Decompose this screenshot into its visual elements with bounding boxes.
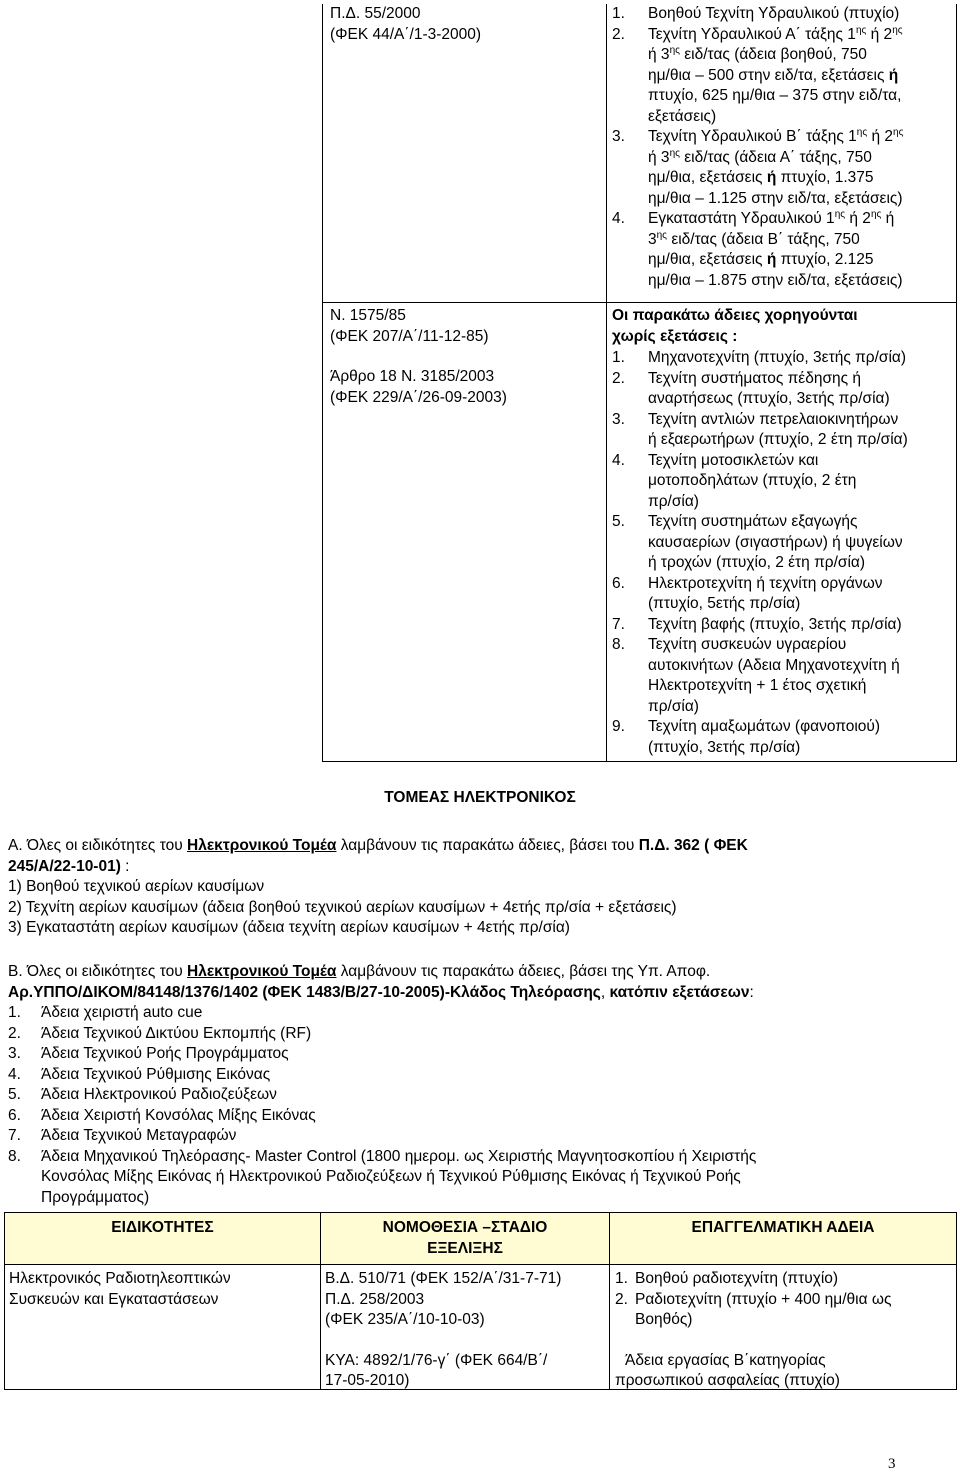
list-item: [612, 410, 952, 451]
list-text: Ραδιοτεχνίτη (πτυχίο + 400 ημ/θια ως Βοηθός): [635, 1290, 892, 1328]
no-exam-license-list: [612, 348, 952, 758]
list-number: 5.: [612, 513, 625, 530]
list-number: 6.: [8, 1106, 21, 1124]
no-exam-heading: Οι παρακάτω άδειες χορηγούνται χωρίς εξετάσεις :: [612, 307, 858, 345]
section-a-intro: Α. Όλες οι ειδικότητες του Ηλεκτρονικού Τομέα λαμβάνουν τις παρακάτω άδειες, βάσει του Π.Δ. 362 ( ΦΕΚ 245/Α/22-10-01) :: [8, 837, 748, 875]
list-number: 4.: [8, 1065, 21, 1083]
list-text: Τεχνίτη αμαξωμάτων (φανοποιού) (πτυχίο, 3ετής πρ/σία): [648, 718, 881, 756]
list-text: Ηλεκτροτεχνίτη ή τεχνίτη οργάνων (πτυχίο, 5ετής πρ/σία): [648, 574, 883, 612]
section-b: [8, 962, 953, 1208]
list-item: [612, 25, 952, 128]
header-cell-legislation: ΝΟΜΟΘΕΣΙΑ –ΣΤΑΔΙΟ ΕΞΕΛΙΞΗΣ: [321, 1213, 609, 1265]
list-item: [615, 1290, 951, 1331]
list-text: Τεχνίτη Υδραυλικού Α΄ τάξης $1^{\eta\varsigma}$ ή $2^{\eta\varsigma}$ ή $3^{\eta\varsigma}$ ειδ/τας (άδεια βοηθού, 750 ημ/θια – 500 στην ειδ/τα, εξετάσεις ή πτυχίο, 625 ημ/θια – 375 στην ειδ/τα, εξετάσεις): [648, 24, 903, 125]
law-line: (ΦΕΚ 44/Α΄/1-3-2000): [330, 25, 482, 43]
list-number: 8.: [8, 1147, 21, 1165]
law-line: (ΦΕΚ 229/Α΄/26-09-2003): [330, 388, 507, 406]
list-item: [8, 1065, 953, 1086]
list-number: 2.: [612, 369, 625, 387]
list-number: 1.: [612, 349, 625, 366]
law-line: Ν. 1575/85: [330, 307, 406, 324]
list-text: Τεχνίτη αντλιών πετρελαιοκινητήρων ή εξαερωτήρων (πτυχίο, 2 έτη πρ/σία): [648, 410, 908, 448]
list-text: Άδεια Χειριστή Κονσόλας Μίξης Εικόνας: [41, 1106, 316, 1124]
list-number: 6.: [612, 574, 625, 592]
list-number: 4.: [612, 210, 625, 227]
list-text: Άδεια Τεχνικού Μεταγραφών: [41, 1127, 237, 1144]
specialties-table: [4, 1212, 957, 1390]
page-number: 3: [888, 1456, 896, 1472]
list-item: [612, 615, 952, 636]
list-number: 8.: [612, 636, 625, 653]
list-number: 9.: [612, 718, 625, 735]
header-cell-license: ΕΠΑΓΓΕΛΜΑΤΙΚΗ ΑΔΕΙΑ: [610, 1213, 956, 1265]
table-border-left: [322, 4, 323, 762]
list-text: Άδεια χειριστή auto cue: [41, 1004, 203, 1021]
table-border-bottom: [322, 761, 957, 762]
law-line: Άρθρο 18 Ν. 3185/2003: [330, 368, 495, 385]
license-cell: 1. Βοηθού ραδιοτεχνίτη (πτυχίο) 2. Ραδιοτεχνίτη (πτυχίο + 400 ημ/θια ως Βοηθός) Άδεια εργασίας Β΄κατηγορίας προσωπικού ασφαλείας (πτυχίο): [615, 1269, 951, 1392]
specialty-cell: Ηλεκτρονικός Ραδιοτηλεοπτικών Συσκευών και Εγκαταστάσεων: [9, 1270, 231, 1308]
law-line: Π.Δ. 55/2000: [330, 5, 421, 22]
list-number: 1.: [612, 5, 625, 22]
table-border-right: [956, 4, 957, 762]
sector-link: Ηλεκτρονικού Τομέα: [187, 963, 337, 980]
list-text: Εγκαταστάτη Υδραυλικού $1^{\eta\varsigma}$ ή $2^{\eta\varsigma}$ ή $3^{\eta\varsigma}$ ειδ/τας (άδεια Β΄ τάξης, 750 ημ/θια, εξετάσεις ή πτυχίο, 2.125 ημ/θια – 1.875 στην ειδ/τα, εξετάσεις): [648, 208, 903, 289]
list-item: [612, 369, 952, 410]
section-b-list: [8, 1003, 953, 1208]
license-list: [615, 1269, 951, 1331]
legislation-cell: Β.Δ. 510/71 (ΦΕΚ 152/Α΄/31-7-71) Π.Δ. 258/2003 (ΦΕΚ 235/Α΄/10-10-03) ΚΥΑ: 4892/1/76-γ΄ (ΦΕΚ 664/Β΄/ 17-05-2010): [325, 1270, 562, 1389]
list-number: 2.: [615, 1290, 628, 1308]
list-item: 2) Τεχνίτη αερίων καυσίμων (άδεια βοηθού τεχνικού αερίων καυσίμων + 4ετής πρ/σία + εξετάσεις): [8, 898, 677, 916]
list-item: [8, 1003, 953, 1024]
section-b-intro: Β. Όλες οι ειδικότητες του Ηλεκτρονικού Τομέα λαμβάνουν τις παρακάτω άδειες, βάσει της Υπ. Αποφ. Αρ.ΥΠΠΟ/ΔΙΚΟΜ/84148/1376/1402 (ΦΕΚ 1483/Β/27-10-2005)-Κλάδος Τηλεόρασης, κατόπιν εξετάσεων:: [8, 963, 754, 1001]
list-text: Άδεια Τεχνικού Δικτύου Εκπομπής (RF): [41, 1024, 312, 1042]
list-item: [612, 209, 952, 291]
list-text: Τεχνίτη μοτοσικλετών και μοτοποδηλάτων (πτυχίο, 2 έτη πρ/σία): [648, 451, 857, 510]
list-item: [612, 348, 952, 369]
list-number: 3.: [612, 410, 625, 428]
sector-title: ΤΟΜΕΑΣ ΗΛΕΚΤΡΟΝΙΚΟΣ: [384, 789, 576, 806]
list-item: [8, 1085, 953, 1106]
list-item: [612, 512, 952, 574]
list-item: [612, 127, 952, 209]
list-item: 3) Εγκαταστάτη αερίων καυσίμων (άδεια τεχνίτη αερίων καυσίμων + 4ετής πρ/σία): [8, 919, 570, 936]
list-number: 1.: [8, 1004, 21, 1021]
sector-link: Ηλεκτρονικού Τομέα: [187, 837, 337, 854]
list-number: 1.: [615, 1270, 628, 1287]
law-reference-2: [330, 306, 620, 408]
list-item: [615, 1269, 951, 1290]
list-number: 7.: [612, 615, 625, 633]
list-text: Μηχανοτεχνίτη (πτυχίο, 3ετής πρ/σία): [648, 349, 907, 366]
list-text: Τεχνίτη βαφής (πτυχίο, 3ετής πρ/σία): [648, 615, 902, 633]
list-item: [8, 1106, 953, 1127]
upper-table: [322, 4, 957, 762]
list-text: Τεχνίτη συσκευών υγραερίου αυτοκινήτων (Αδεια Μηχανοτεχνίτη ή Ηλεκτροτεχνίτη + 1 έτος σχετική πρ/σία): [648, 636, 900, 715]
list-text: Άδεια Τεχνικού Ρύθμισης Εικόνας: [41, 1065, 271, 1083]
list-item: [612, 717, 952, 758]
list-number: 7.: [8, 1127, 21, 1144]
law-line: (ΦΕΚ 207/Α΄/11-12-85): [330, 327, 489, 345]
list-item: [612, 635, 952, 717]
section-a: [8, 836, 953, 939]
list-text: Βοηθού Τεχνίτη Υδραυλικού (πτυχίο): [648, 5, 900, 22]
plumber-license-list: [612, 4, 952, 291]
list-number: 3.: [612, 128, 625, 145]
list-number: 3.: [8, 1045, 21, 1062]
list-item: [8, 1147, 953, 1209]
list-text: Τεχνίτη συστημάτων εξαγωγής καυσαερίων (σιγαστήρων) ή ψυγείων ή τροχών (πτυχίο, 2 έτη πρ/σία): [648, 513, 903, 571]
list-text: Άδεια Τεχνικού Ροής Προγράμματος: [41, 1045, 289, 1062]
list-item: [8, 1024, 953, 1045]
list-text: Τεχνίτη Υδραυλικού Β΄ τάξης $1^{\eta\varsigma}$ ή $2^{\eta\varsigma}$ ή $3^{\eta\varsigma}$ ειδ/τας (άδεια Α΄ τάξης, 750 ημ/θια, εξετάσεις ή πτυχίο, 1.375 ημ/θια – 1.125 στην ειδ/τα, εξετάσεις): [648, 126, 904, 207]
list-number: 4.: [612, 451, 625, 469]
list-number: 2.: [612, 25, 625, 43]
list-text: Βοηθού ραδιοτεχνίτη (πτυχίο): [635, 1270, 839, 1287]
list-text: Άδεια Μηχανικού Τηλεόρασης- Master Control (1800 ημερομ. ως Χειριστής Μαγνητοσκοπίου ή Χειριστής Κονσόλας Μίξης Εικόνας ή Ηλεκτρονικού Ραδιοζεύξεων ή Τεχνικού Ρύθμισης Εικόνας ή Τεχνικού Ροής Προγράμματος): [41, 1147, 757, 1206]
column-divider: [320, 1213, 321, 1389]
list-text: Τεχνίτη συστήματος πέδησης ή αναρτήσεως (πτυχίο, 3ετής πρ/σία): [648, 369, 890, 407]
list-item: [8, 1044, 953, 1065]
header-cell-specialties: ΕΙΔΙΚΟΤΗΤΕΣ: [5, 1213, 320, 1265]
law-reference-1: [330, 4, 620, 45]
column-divider: [609, 1213, 610, 1389]
list-item: [612, 574, 952, 615]
list-item: [8, 1126, 953, 1147]
list-item: [612, 4, 952, 25]
list-number: 2.: [8, 1024, 21, 1042]
list-text: Άδεια Ηλεκτρονικού Ραδιοζεύξεων: [41, 1086, 277, 1103]
list-item: [612, 451, 952, 513]
list-number: 5.: [8, 1086, 21, 1103]
list-item: 1) Βοηθού τεχνικού αερίων καυσίμων: [8, 878, 265, 895]
table-row-divider: [322, 302, 957, 303]
